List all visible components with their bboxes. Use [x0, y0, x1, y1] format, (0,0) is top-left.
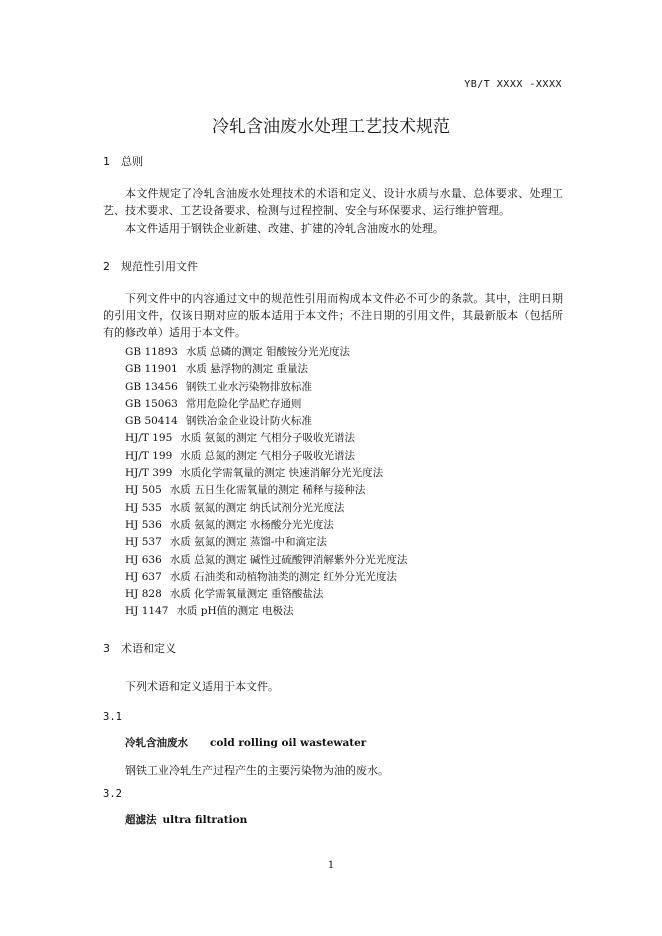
document-title: 冷轧含油废水处理工艺技术规范	[212, 117, 450, 137]
reference-item	[125, 517, 407, 534]
reference-item	[125, 603, 407, 620]
reference-title: 水质 氨氮的测定 气相分子吸收光谱法	[180, 432, 355, 445]
reference-item	[125, 413, 407, 430]
section-heading-2	[103, 258, 198, 274]
reference-item	[125, 448, 407, 465]
term-chinese: 超滤法	[125, 814, 157, 826]
term-chinese: 冷轧含油废水	[125, 737, 188, 749]
reference-title: 水质 氨氮的测定 水杨酸分光光度法	[169, 518, 334, 531]
term-entry	[125, 735, 366, 750]
section-number: 2	[103, 260, 110, 273]
section-heading-1	[103, 153, 143, 169]
paragraph-scope: 本文件规定了冷轧含油废水处理技术的术语和定义、设计水质与水量、总体要求、处理工艺、技术要求、工艺设备要求、检测与过程控制、安全与环保要求、运行维护管理。	[103, 187, 563, 217]
reference-item	[125, 586, 407, 603]
term-english: ultra filtration	[162, 814, 248, 826]
reference-code: HJ 636	[125, 553, 162, 566]
reference-code: HJ 537	[125, 536, 162, 549]
reference-item	[125, 465, 407, 482]
reference-item	[125, 552, 407, 569]
reference-title: 水质 总氮的测定 气相分子吸收光谱法	[180, 449, 355, 462]
paragraph-references-intro: 下列文件中的内容通过文中的规范性引用而构成本文件必不可少的条款。其中，注明日期的引用文件，仅该日期对应的版本适用于本文件；不注日期的引用文件，其最新版本（包括所有的修改单）适用于本文件。	[103, 292, 563, 339]
reference-title: 水质 悬浮物的测定 重量法	[185, 363, 309, 376]
reference-code: GB 11893	[125, 346, 178, 358]
page-number: 1	[327, 860, 335, 871]
reference-title: 水质 总磷的测定 钼酸铵分光光度法	[185, 346, 351, 358]
reference-title: 水质化学需氧量的测定 快速消解分光光度法	[180, 467, 384, 480]
reference-item	[125, 500, 407, 517]
reference-title: 水质 化学需氧量测定 重铬酸盐法	[169, 588, 324, 601]
reference-title: 水质 总氮的测定 碱性过硫酸钾消解紫外分光光度法	[169, 553, 408, 566]
reference-title: 水质 石油类和动植物油类的测定 红外分光光度法	[169, 570, 397, 583]
reference-item	[125, 569, 407, 586]
reference-item	[125, 379, 407, 396]
reference-item	[125, 396, 407, 413]
reference-title: 水质 五日生化需氧量的测定 稀释与接种法	[169, 484, 366, 497]
term-entry	[125, 812, 247, 827]
reference-code: HJ 828	[125, 588, 162, 601]
section-title: 术语和定义	[121, 642, 176, 655]
reference-code: HJ 505	[125, 484, 162, 497]
reference-item	[125, 361, 407, 378]
document-code: YB/T XXXX -XXXX	[464, 79, 562, 90]
reference-item	[125, 430, 407, 447]
reference-item	[125, 344, 407, 361]
section-title: 总则	[121, 155, 143, 168]
reference-code: HJ 1147	[125, 605, 169, 618]
reference-title: 钢铁冶金企业设计防火标准	[185, 415, 312, 428]
paragraph-applicability: 本文件适用于钢铁企业新建、改建、扩建的冷轧含油废水的处理。	[125, 222, 444, 235]
reference-code: GB 15063	[125, 397, 178, 410]
reference-item	[125, 534, 407, 551]
paragraph-terms-intro: 下列术语和定义适用于本文件。	[125, 680, 279, 693]
reference-title: 水质 氨氮的测定 蒸馏-中和滴定法	[169, 536, 327, 549]
reference-title: 水质 氨氮的测定 纳氏试剂分光光度法	[169, 501, 345, 514]
reference-code: GB 13456	[125, 380, 178, 393]
reference-title: 水质 pH值的测定 电极法	[176, 605, 294, 618]
section-heading-3	[103, 640, 176, 656]
reference-title: 常用危险化学品贮存通则	[185, 397, 302, 410]
section-number: 1	[103, 155, 110, 168]
reference-code: HJ/T 195	[125, 432, 173, 445]
reference-code: HJ/T 199	[125, 449, 173, 462]
reference-code: HJ 536	[125, 518, 162, 531]
section-number: 3	[103, 642, 110, 655]
normative-references-list	[125, 344, 407, 621]
reference-code: HJ 535	[125, 501, 162, 514]
reference-item	[125, 482, 407, 499]
term-definition: 钢铁工业冷轧生产过程产生的主要污染物为油的废水。	[125, 764, 389, 777]
term-number: 3.2	[103, 788, 122, 800]
reference-code: HJ/T 399	[125, 467, 173, 480]
reference-code: GB 11901	[125, 363, 178, 376]
reference-title: 钢铁工业水污染物排放标准	[185, 380, 312, 393]
term-english: cold rolling oil wastewater	[210, 737, 367, 749]
reference-code: GB 50414	[125, 415, 178, 428]
term-number: 3.1	[103, 711, 122, 723]
reference-code: HJ 637	[125, 570, 162, 583]
section-title: 规范性引用文件	[121, 260, 198, 273]
